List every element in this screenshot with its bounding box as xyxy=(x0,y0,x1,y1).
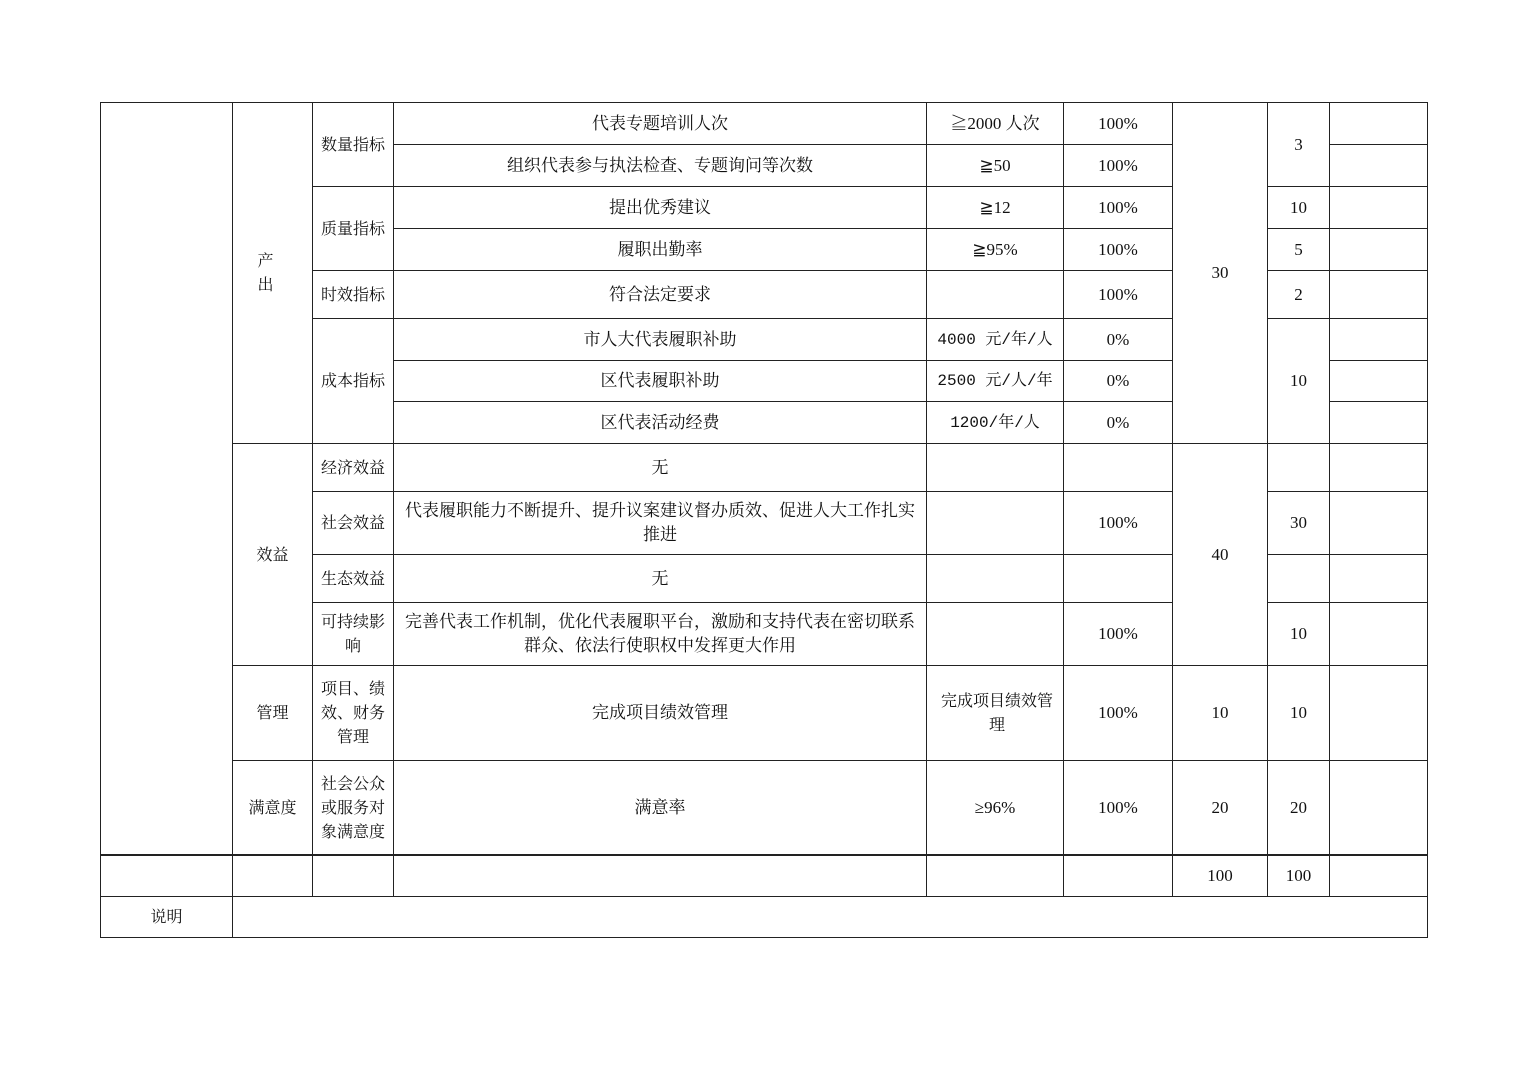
actual-value: 100% xyxy=(1064,761,1173,856)
notes-row xyxy=(101,897,1428,938)
target-value: 4000 元/年/人 xyxy=(927,319,1064,361)
target-value xyxy=(927,603,1064,666)
target-value: ≧2000 人次 xyxy=(927,103,1064,145)
subcategory-economic: 经济效益 xyxy=(313,444,394,492)
indicator-name: 符合法定要求 xyxy=(394,271,927,319)
actual-value: 0% xyxy=(1064,402,1173,444)
target-value: ≥96% xyxy=(927,761,1064,856)
score-value: 2 xyxy=(1268,271,1330,319)
category-benefit: 效益 xyxy=(233,444,313,666)
subcategory-public-satisfaction: 社会公众或服务对象满意度 xyxy=(313,761,394,856)
subcategory-social: 社会效益 xyxy=(313,492,394,555)
totals-row xyxy=(101,855,1428,897)
indicator-name: 市人大代表履职补助 xyxy=(394,319,927,361)
target-value: 2500 元/人/年 xyxy=(927,361,1064,402)
weight-value: 10 xyxy=(1173,666,1268,761)
remark-cell xyxy=(1330,603,1428,666)
subcategory-ecological: 生态效益 xyxy=(313,555,394,603)
actual-value: 100% xyxy=(1064,603,1173,666)
indicator-name: 组织代表参与执法检查、专题询问等次数 xyxy=(394,145,927,187)
actual-value: 100% xyxy=(1064,492,1173,555)
blank-cell xyxy=(927,855,1064,897)
remark-cell xyxy=(1330,492,1428,555)
total-score: 100 xyxy=(1268,855,1330,897)
target-value xyxy=(927,492,1064,555)
actual-value: 100% xyxy=(1064,187,1173,229)
indicator-name: 无 xyxy=(394,555,927,603)
actual-value: 100% xyxy=(1064,229,1173,271)
category-output: 产 出 xyxy=(233,103,313,444)
remark-cell xyxy=(1330,666,1428,761)
subcategory-timeliness: 时效指标 xyxy=(313,271,394,319)
indicator-name: 代表履职能力不断提升、提升议案建议督办质效、促进人大工作扎实推进 xyxy=(394,492,927,555)
total-weight: 100 xyxy=(1173,855,1268,897)
blank-first-column xyxy=(101,103,233,856)
actual-value: 0% xyxy=(1064,319,1173,361)
remark-cell xyxy=(1330,855,1428,897)
notes-content xyxy=(233,897,1428,938)
target-value: 完成项目绩效管理 xyxy=(927,666,1064,761)
target-value xyxy=(927,444,1064,492)
subcategory-project-management: 项目、绩效、财务管理 xyxy=(313,666,394,761)
indicator-name: 区代表活动经费 xyxy=(394,402,927,444)
score-value: 30 xyxy=(1268,492,1330,555)
weight-output: 30 xyxy=(1173,103,1268,444)
target-value: 1200/年/人 xyxy=(927,402,1064,444)
actual-value: 100% xyxy=(1064,271,1173,319)
remark-cell xyxy=(1330,761,1428,856)
score-value: 10 xyxy=(1268,603,1330,666)
table-row xyxy=(101,103,1428,145)
target-value: ≧12 xyxy=(927,187,1064,229)
indicator-name: 履职出勤率 xyxy=(394,229,927,271)
indicator-name: 区代表履职补助 xyxy=(394,361,927,402)
indicator-name: 代表专题培训人次 xyxy=(394,103,927,145)
table-row xyxy=(101,761,1428,856)
remark-cell xyxy=(1330,444,1428,492)
blank-cell xyxy=(313,855,394,897)
weight-value: 20 xyxy=(1173,761,1268,856)
score-quantity: 3 xyxy=(1268,103,1330,187)
score-value: 5 xyxy=(1268,229,1330,271)
remark-cell xyxy=(1330,319,1428,361)
category-management: 管理 xyxy=(233,666,313,761)
actual-value: 0% xyxy=(1064,361,1173,402)
blank-cell xyxy=(101,855,233,897)
score-value: 20 xyxy=(1268,761,1330,856)
performance-table xyxy=(100,102,1428,856)
indicator-name: 无 xyxy=(394,444,927,492)
totals-table xyxy=(100,854,1428,938)
target-value: ≧50 xyxy=(927,145,1064,187)
score-value: 10 xyxy=(1268,187,1330,229)
actual-value: 100% xyxy=(1064,666,1173,761)
category-satisfaction: 满意度 xyxy=(233,761,313,856)
target-value xyxy=(927,555,1064,603)
score-cost: 10 xyxy=(1268,319,1330,444)
indicator-name: 提出优秀建议 xyxy=(394,187,927,229)
remark-cell xyxy=(1330,402,1428,444)
actual-value: 100% xyxy=(1064,145,1173,187)
weight-benefit: 40 xyxy=(1173,444,1268,666)
indicator-name: 完成项目绩效管理 xyxy=(394,666,927,761)
actual-value xyxy=(1064,555,1173,603)
blank-cell xyxy=(394,855,927,897)
table-row xyxy=(101,666,1428,761)
subcategory-quantity: 数量指标 xyxy=(313,103,394,187)
score-value xyxy=(1268,444,1330,492)
actual-value: 100% xyxy=(1064,103,1173,145)
remark-cell xyxy=(1330,103,1428,145)
blank-cell xyxy=(1064,855,1173,897)
subcategory-sustainable: 可持续影响 xyxy=(313,603,394,666)
target-value: ≧95% xyxy=(927,229,1064,271)
subcategory-quality: 质量指标 xyxy=(313,187,394,271)
remark-cell xyxy=(1330,187,1428,229)
actual-value xyxy=(1064,444,1173,492)
table-row xyxy=(101,444,1428,492)
blank-cell xyxy=(233,855,313,897)
remark-cell xyxy=(1330,555,1428,603)
remark-cell xyxy=(1330,271,1428,319)
remark-cell xyxy=(1330,229,1428,271)
indicator-name: 满意率 xyxy=(394,761,927,856)
subcategory-cost: 成本指标 xyxy=(313,319,394,444)
score-value: 10 xyxy=(1268,666,1330,761)
remark-cell xyxy=(1330,361,1428,402)
notes-label: 说明 xyxy=(101,897,233,938)
indicator-name: 完善代表工作机制，优化代表履职平台，激励和支持代表在密切联系群众、依法行使职权中发挥更大作用 xyxy=(394,603,927,666)
target-value xyxy=(927,271,1064,319)
remark-cell xyxy=(1330,145,1428,187)
score-value xyxy=(1268,555,1330,603)
